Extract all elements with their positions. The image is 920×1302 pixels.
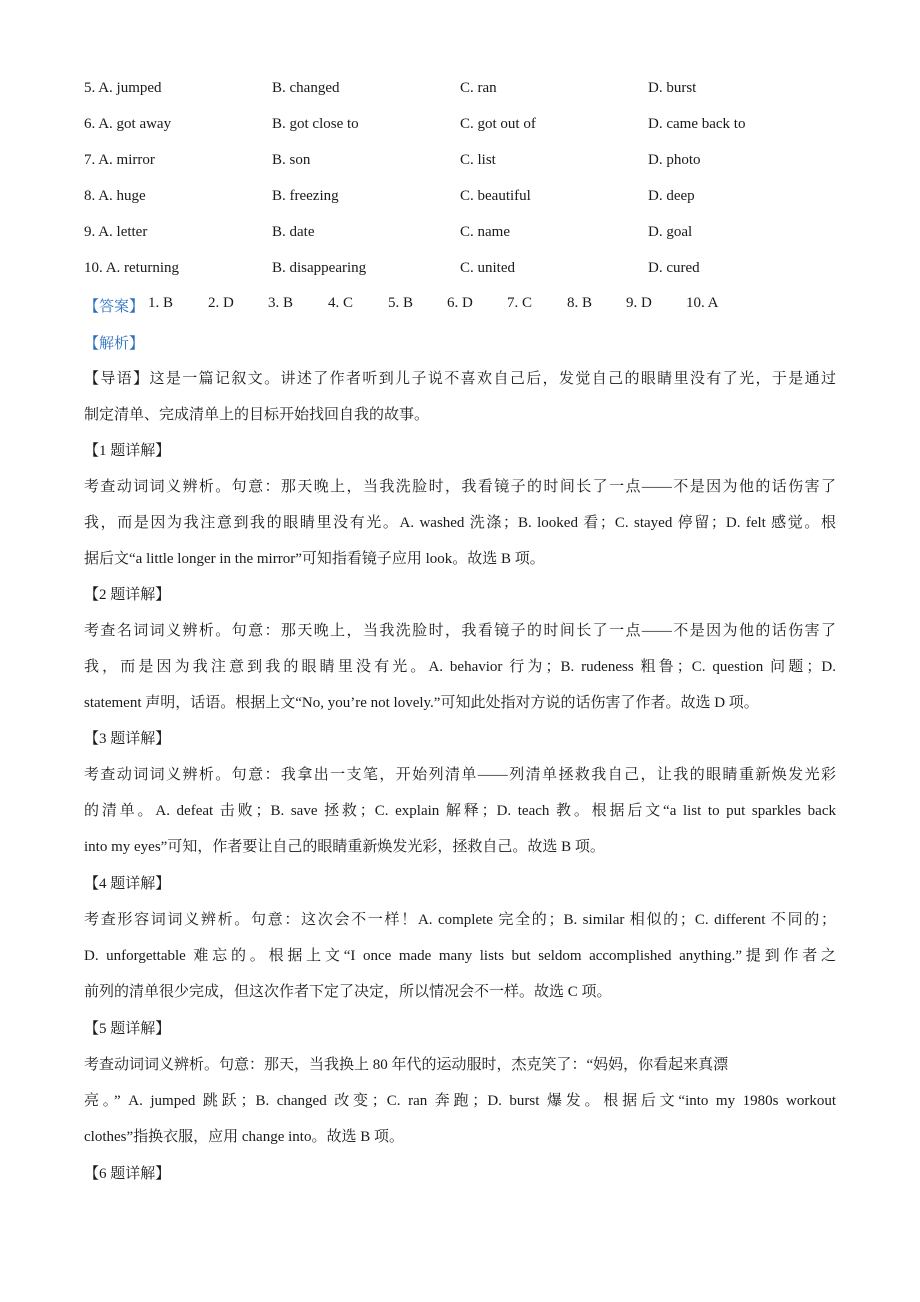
- text-line: 制定清单、完成清单上的目标开始找回自我的故事。: [84, 407, 430, 423]
- option-c: C. beautiful: [460, 188, 531, 204]
- section-heading: 【2 题详解】: [84, 587, 171, 603]
- text-line: clothes”指换衣服，应用 change into。故选 B 项。: [84, 1129, 404, 1145]
- text-line: 我，而是因为我注意到我的眼睛里没有光。A. washed 洗涤；B. looked 看；C. stayed 停留；D. felt 感觉。根: [84, 515, 836, 531]
- text-line: 【导语】这是一篇记叙文。讲述了作者听到儿子说不喜欢自己后，发觉自己的眼睛里没有了光，于是通过: [84, 371, 836, 387]
- text-line: 考查动词词义辨析。句意：我拿出一支笔，开始列清单——列清单拯救我自己，让我的眼睛重新焕发光彩: [84, 767, 836, 783]
- section-heading: 【5 题详解】: [84, 1021, 171, 1037]
- analysis-label: 【解析】: [84, 336, 145, 352]
- text-line: 的清单。A. defeat 击败；B. save 拯救；C. explain 解释；D. teach 教。根据后文“a list to put sparkles back: [84, 803, 836, 819]
- option-d: D. came back to: [648, 116, 746, 132]
- section-4: [84, 866, 836, 1010]
- option-d: D. cured: [648, 260, 700, 276]
- text-line: D. unforgettable 难忘的。根据上文“I once made many lists but seldom accomplished anything.”提到作者之: [84, 948, 836, 964]
- answer-item: 10. A: [686, 295, 719, 311]
- option-c: C. united: [460, 260, 515, 276]
- answer-item: 4. C: [328, 295, 354, 311]
- text-line: 据后文“a little longer in the mirror”可知指看镜子应用 look。故选 B 项。: [84, 551, 545, 567]
- option-row: [0, 188, 920, 212]
- option-b: B. date: [272, 224, 315, 240]
- text-line: 考查动词词义辨析。句意：那天，当我换上 80 年代的运动服时，杰克笑了：“妈妈，你看起来真漂: [84, 1057, 729, 1073]
- text-line: 考查名词词义辨析。句意：那天晚上，当我洗脸时，我看镜子的时间长了一点——不是因为他的话伤害了: [84, 623, 836, 639]
- section-heading: 【3 题详解】: [84, 731, 171, 747]
- option-d: D. photo: [648, 152, 701, 168]
- answer-item: 3. B: [268, 295, 294, 311]
- text-line: 考查形容词词义辨析。句意：这次会不一样！A. complete 完全的；B. similar 相似的；C. different 不同的；: [84, 912, 836, 928]
- option-row: [0, 116, 920, 140]
- text-line: 前列的清单很少完成，但这次作者下定了决定，所以情况会不一样。故选 C 项。: [84, 984, 612, 1000]
- section-heading: 【4 题详解】: [84, 876, 171, 892]
- text-line: 考查动词词义辨析。句意：那天晚上，当我洗脸时，我看镜子的时间长了一点——不是因为他的话伤害了: [84, 479, 836, 495]
- section-heading: 【6 题详解】: [84, 1166, 171, 1182]
- option-row: [0, 260, 920, 284]
- section-2: [84, 577, 836, 721]
- option-a: 5. A. jumped: [84, 80, 162, 96]
- option-row: [0, 80, 920, 104]
- answer-item: 6. D: [447, 295, 473, 311]
- section-6: [84, 1156, 836, 1192]
- answer-item: 8. B: [567, 295, 593, 311]
- option-b: B. son: [272, 152, 311, 168]
- option-row: [0, 152, 920, 176]
- answer-item: 7. C: [507, 295, 533, 311]
- option-a: 8. A. huge: [84, 188, 146, 204]
- option-b: B. disappearing: [272, 260, 367, 276]
- text-line: 亮。” A. jumped 跳跃；B. changed 改变；C. ran 奔跑；D. burst 爆发。根据后文“into my 1980s workout: [84, 1093, 836, 1109]
- option-c: C. ran: [460, 80, 497, 96]
- option-b: B. changed: [272, 80, 340, 96]
- text-line: into my eyes”可知，作者要让自己的眼睛重新焕发光彩，拯救自己。故选 B 项。: [84, 839, 605, 855]
- answer-key: [84, 295, 784, 319]
- answer-item: 9. D: [626, 295, 652, 311]
- option-d: D. goal: [648, 224, 693, 240]
- option-c: C. got out of: [460, 116, 536, 132]
- option-a: 9. A. letter: [84, 224, 148, 240]
- section-heading: 【1 题详解】: [84, 443, 171, 459]
- text-line: 我，而是因为我注意到我的眼睛里没有光。A. behavior 行为；B. rudeness 粗鲁；C. question 问题；D.: [84, 659, 836, 675]
- option-a: 6. A. got away: [84, 116, 172, 132]
- option-c: C. name: [460, 224, 510, 240]
- answer-item: 2. D: [208, 295, 234, 311]
- option-d: D. deep: [648, 188, 695, 204]
- intro-paragraph: [84, 361, 836, 433]
- section-3: [84, 721, 836, 865]
- section-5: [84, 1011, 836, 1155]
- text-line: statement 声明，话语。根据上文“No, you’re not lovely.”可知此处指对方说的话伤害了作者。故选 D 项。: [84, 695, 759, 711]
- option-row: [0, 224, 920, 248]
- answer-item: 1. B: [148, 295, 174, 311]
- option-a: 10. A. returning: [84, 260, 180, 276]
- option-c: C. list: [460, 152, 496, 168]
- section-1: [84, 433, 836, 577]
- option-b: B. freezing: [272, 188, 339, 204]
- option-d: D. burst: [648, 80, 697, 96]
- answer-label: 【答案】: [84, 299, 145, 315]
- option-a: 7. A. mirror: [84, 152, 155, 168]
- answer-item: 5. B: [388, 295, 414, 311]
- option-b: B. got close to: [272, 116, 359, 132]
